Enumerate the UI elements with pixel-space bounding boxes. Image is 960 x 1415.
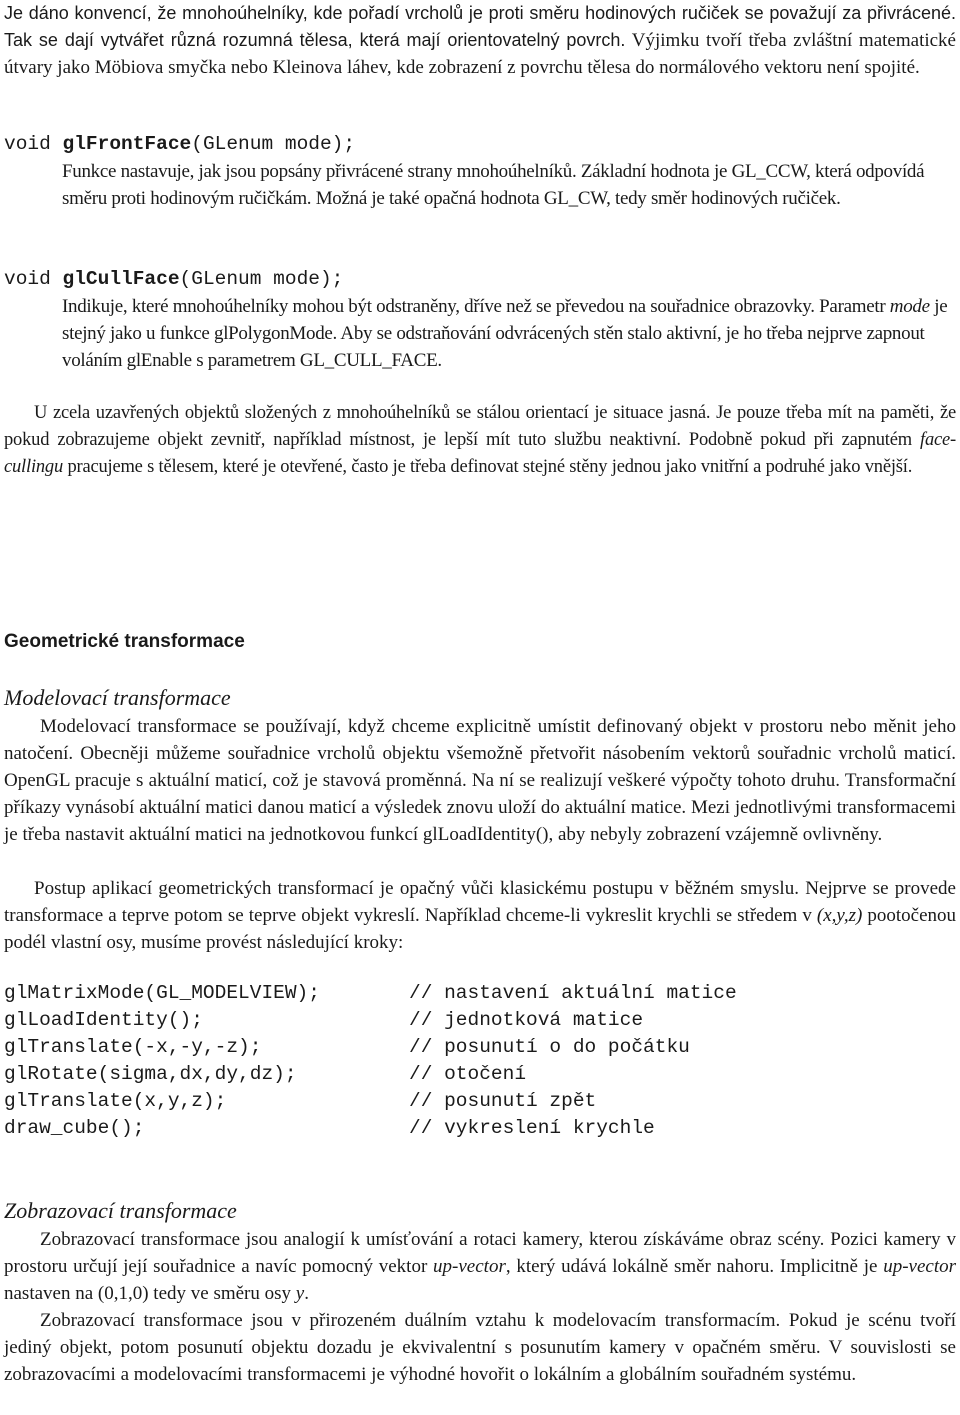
term: up-vector — [433, 1256, 506, 1277]
function-signature-glcullface — [4, 266, 343, 293]
code-statement: glLoadIdentity(); — [4, 1009, 203, 1031]
return-type: void — [4, 133, 63, 155]
desc-text: Indikuje, které mnohoúhelníky mohou být odstraněny, dříve než se převedou na souřadnice obrazovky. Parametr — [62, 296, 890, 317]
paragraph-text: nastaven na (0,1,0) tedy ve směru osy — [4, 1283, 296, 1304]
code-line — [4, 1061, 904, 1088]
code-line — [4, 1007, 904, 1034]
code-listing — [4, 980, 904, 1142]
code-comment: // jednotková matice — [409, 1009, 644, 1031]
intro-paragraph — [4, 0, 956, 81]
param-name: mode — [889, 296, 930, 317]
subsection-heading-viewing: Zobrazovací transformace — [4, 1198, 237, 1223]
closed-objects-paragraph — [4, 400, 956, 481]
intro-text-b: Výjimku tvoří třeba zvláštní matematické útvary jako Möbiova smyčka nebo Kleinova láhev, kde zobrazení z povrchu tělesa do normálového vektoru není spojité. — [4, 30, 956, 78]
term: up-vector — [883, 1256, 956, 1277]
term: face-cullingu — [4, 430, 956, 477]
function-description-glfrontface: Funkce nastavuje, jak jsou popsány přivrácené strany mnohoúhelníků. Základní hodnota je GL_CCW, která odpovídá směru proti hodinovým ručičkám. Možná je také opačná hodnota GL_CW, tedy směr hodinových ručiček. — [62, 161, 925, 209]
paragraph-text: Postup aplikací geometrických transformací je opačný vůči klasickému postupu v běžném smyslu. Nejprve se provede transformace a teprve potom se teprve objekt vykreslí. Například chceme-li vykreslit krychli se středem v — [4, 878, 956, 926]
code-line — [4, 1034, 904, 1061]
code-comment: // otočení — [409, 1063, 527, 1085]
modeling-paragraph-1: Modelovací transformace se používají, když chceme explicitně umístit definovaný objekt v prostoru nebo měnit jeho natočení. Obecněji můžeme souřadnice vrcholů objektu všemožně přetvořit násobením vektorů souřadnic vrcholů maticí. OpenGL pracuje s aktuální maticí, což je stavová proměnná. Na ní se realizují veškeré výpočty tohoto druhu. Transformační příkazy vynásobí aktuální matici danou maticí a výsledek znovu uloží do aktuální matice. Mezi jednotlivými transformacemi je třeba nastavit aktuální matici na jednotkovou funkcí glLoadIdentity(), aby nebyly zobrazení vzájemně ovlivněny. — [4, 716, 956, 845]
paragraph-text: . — [304, 1283, 309, 1304]
code-statement: glTranslate(x,y,z); — [4, 1090, 227, 1112]
paragraph-text: Zobrazovací transformace jsou analogií k umísťování a rotaci kamery, kterou získáváme obraz scény. Pozici kamery v prostoru určují její souřadnice a navíc pomocný vektor — [4, 1229, 956, 1277]
code-comment: // nastavení aktuální matice — [409, 982, 737, 1004]
function-signature-glfrontface — [4, 131, 355, 158]
section-heading: Geometrické transformace — [4, 631, 245, 652]
viewing-paragraph-2: Zobrazovací transformace jsou v přirozeném duálním vztahu k modelovacím transformacím. Pokud je scénu tvoří jediný objekt, potom posunutí objektu dozadu je ekvivalentní s posunutím kamery v opačném směru. V souvislosti se zobrazovacími a modelovacími transformacemi je výhodné hovořit o lokálním a globálním souřadném systému. — [4, 1310, 956, 1385]
function-args: (GLenum mode); — [191, 133, 356, 155]
code-statement: glMatrixMode(GL_MODELVIEW); — [4, 982, 320, 1004]
code-statement: glTranslate(-x,-y,-z); — [4, 1036, 262, 1058]
subsection-heading-modeling: Modelovací transformace — [4, 685, 231, 710]
paragraph-text: pracujeme s tělesem, které je otevřené, často je třeba definovat stejné stěny jednou jako vnitřní a podruhé jako vnější. — [63, 457, 913, 477]
function-name: glCullFace — [62, 268, 180, 290]
code-comment: // posunutí o do počátku — [409, 1036, 690, 1058]
code-line — [4, 980, 904, 1007]
code-statement: draw_cube(); — [4, 1117, 145, 1139]
paragraph-text: U zcela uzavřených objektů složených z mnohoúhelníků se stálou orientací je situace jasná. Je pouze třeba mít na paměti, že pokud zobrazujeme objekt zevnitř, například místnost, je lepší mít tuto službu neaktivní. Podobně pokud při zapnutém — [4, 403, 956, 450]
intro-text-a: Je dáno konvencí, že mnohoúhelníky, kde pořadí vrcholů je proti směru hodinových ručiček se považují za přivrácené. Tak se dají vytvářet různá rozumná tělesa, která mají orientovatelný povrch. — [4, 3, 956, 50]
code-comment: // posunutí zpět — [409, 1090, 597, 1112]
coordinates: (x,y,z) — [816, 905, 863, 926]
function-name: glFrontFace — [62, 133, 192, 155]
desc-text: je stejný jako u funkce glPolygonMode. Aby se odstraňování odvrácených stěn stalo aktivní, je ho třeba nejprve zapnout voláním glEnable s parametrem GL_CULL_FACE. — [62, 296, 948, 371]
code-line — [4, 1088, 904, 1115]
function-args: (GLenum mode); — [179, 268, 344, 290]
code-comment: // vykreslení krychle — [409, 1117, 655, 1139]
function-description-glcullface — [62, 293, 956, 374]
viewing-paragraph-1 — [4, 1226, 956, 1307]
modeling-paragraph-2 — [4, 875, 956, 956]
paragraph-text: , který udává lokálně směr nahoru. Implicitně je — [505, 1256, 884, 1277]
code-statement: glRotate(sigma,dx,dy,dz); — [4, 1063, 297, 1085]
paragraph-text: pootočenou podél vlastní osy, musíme provést následující kroky: — [4, 905, 957, 953]
axis-name: y — [295, 1283, 305, 1304]
code-line — [4, 1115, 904, 1142]
return-type: void — [4, 268, 63, 290]
